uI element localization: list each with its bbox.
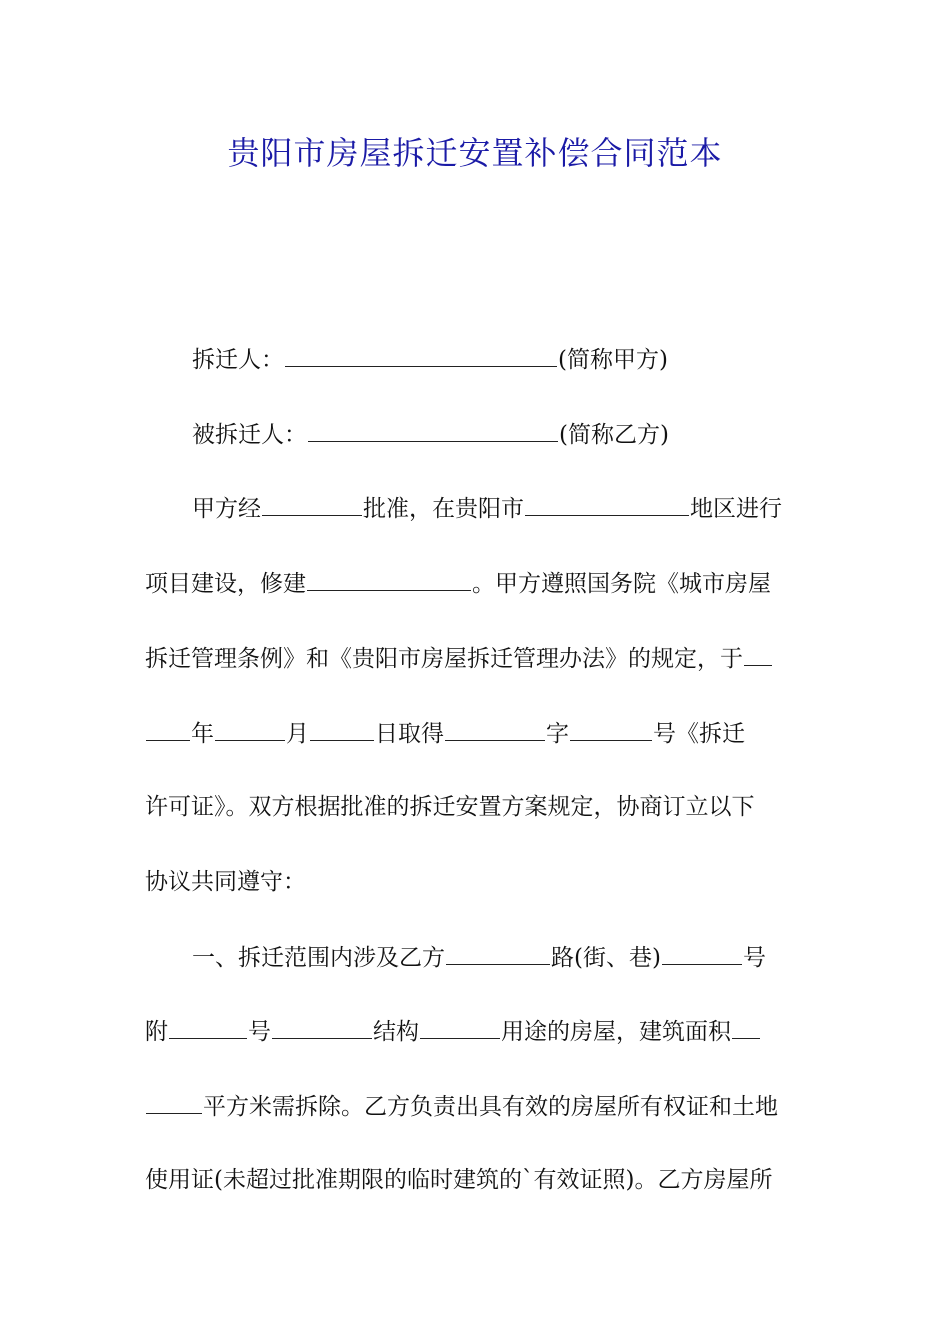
blank-field bbox=[146, 716, 190, 741]
blank-field bbox=[262, 491, 362, 516]
paragraph-line bbox=[145, 790, 755, 824]
paragraph-line bbox=[192, 491, 782, 526]
text-segment: 拆迁管理条例》和《贵阳市房屋拆迁管理办法》的规定，于 bbox=[145, 646, 743, 672]
blank-field bbox=[662, 940, 742, 965]
blank-field bbox=[169, 1014, 247, 1039]
text-segment: 结构 bbox=[373, 1019, 419, 1045]
paragraph-line bbox=[145, 566, 771, 601]
paragraph-line bbox=[145, 1014, 761, 1049]
text-segment: 拆迁人： bbox=[192, 347, 284, 373]
blank-field bbox=[445, 716, 545, 741]
line-demolished bbox=[192, 417, 669, 452]
text-segment: 一、拆迁范围内涉及乙方 bbox=[192, 945, 445, 971]
text-segment: (简称乙方) bbox=[559, 422, 669, 448]
blank-field bbox=[146, 1089, 202, 1114]
paragraph-line bbox=[192, 940, 766, 975]
text-segment: 批准，在贵阳市 bbox=[363, 496, 524, 522]
blank-field bbox=[525, 491, 689, 516]
document-title: 贵阳市房屋拆迁安置补偿合同范本 bbox=[227, 134, 723, 172]
text-segment: 甲方经 bbox=[192, 496, 261, 522]
paragraph-line bbox=[145, 641, 773, 676]
text-segment: 平方米需拆除。乙方负责出具有效的房屋所有权证和土地 bbox=[203, 1094, 778, 1120]
text-segment: 地区进行 bbox=[690, 496, 782, 522]
blank-field bbox=[420, 1014, 500, 1039]
paragraph-line bbox=[145, 1089, 778, 1124]
blank-field bbox=[732, 1014, 760, 1039]
text-segment: (简称甲方) bbox=[558, 347, 668, 373]
text-segment: 许可证》。双方根据批准的拆迁安置方案规定，协商订立以下 bbox=[145, 794, 755, 820]
text-segment: 用途的房屋，建筑面积 bbox=[501, 1019, 731, 1045]
text-segment: 字 bbox=[546, 721, 569, 747]
text-segment: 项目建设，修建 bbox=[145, 571, 306, 597]
text-segment: 。甲方遵照国务院《城市房屋 bbox=[472, 571, 771, 597]
text-segment: 附 bbox=[145, 1019, 168, 1045]
paragraph-line bbox=[145, 1163, 772, 1197]
blank-field bbox=[285, 342, 557, 367]
line-demolisher bbox=[192, 342, 668, 377]
paragraph-line bbox=[145, 865, 306, 899]
text-segment: 路(街、巷) bbox=[551, 945, 661, 971]
text-segment: 号《拆迁 bbox=[653, 721, 745, 747]
blank-field bbox=[308, 417, 558, 442]
text-segment: 号 bbox=[248, 1019, 271, 1045]
text-segment: 被拆迁人： bbox=[192, 422, 307, 448]
blank-field bbox=[307, 566, 471, 591]
blank-field bbox=[744, 641, 772, 666]
blank-field bbox=[310, 716, 374, 741]
text-segment: 日取得 bbox=[375, 721, 444, 747]
blank-field bbox=[446, 940, 550, 965]
text-segment: 号 bbox=[742, 945, 766, 971]
blank-field bbox=[215, 716, 285, 741]
text-segment: 使用证(未超过批准期限的临时建筑的`有效证照)。乙方房屋所 bbox=[145, 1167, 773, 1193]
text-segment: 协议共同遵守： bbox=[145, 869, 306, 895]
text-segment: 月 bbox=[286, 721, 309, 747]
paragraph-line bbox=[145, 716, 745, 751]
blank-field bbox=[570, 716, 652, 741]
blank-field bbox=[272, 1014, 372, 1039]
text-segment: 年 bbox=[191, 721, 214, 747]
